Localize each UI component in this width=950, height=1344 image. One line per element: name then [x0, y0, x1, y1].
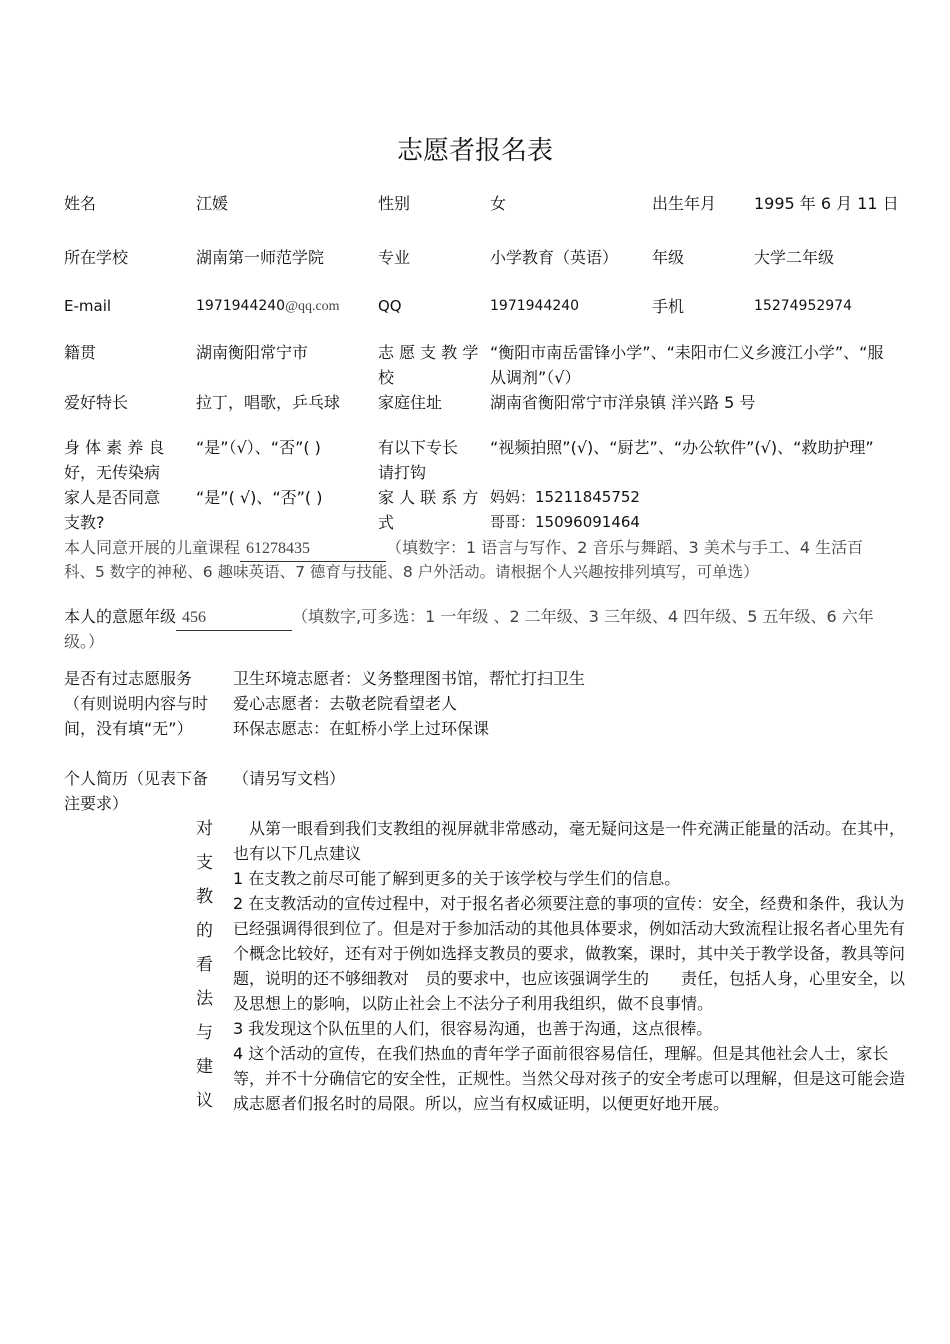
opinion-paragraph: 4 这个活动的宣传，在我们热血的青年学子面前很容易信任，理解。但是其他社会人士，家长等，并不十分确信它的安全性，正规性。当然父母对孩子的安全考虑可以理解，但是这可能会造成志愿者们报名时的局限。所以，应当有权威证明，以便更好地开展。: [233, 1044, 906, 1113]
opinion-label-char: 教: [196, 887, 213, 907]
service-label-line2: （有则说明内容与时: [64, 694, 209, 713]
course-hint-line2: 科、5 数字的神秘、6 趣味英语、7 德育与技能、8 户外活动。请根据个人兴趣按排列填写，可单选）: [64, 563, 759, 581]
skills-label-line1: 有以下专长: [378, 438, 459, 457]
name-value: 江媛: [196, 194, 229, 213]
health-label-line2: 好，无传染病: [64, 463, 161, 482]
course-prefix: 本人同意开展的儿童课程: [64, 538, 241, 557]
contact-mother: 妈妈：15211845752: [490, 488, 640, 506]
birth-value: 1995 年 6 月 11 日: [754, 194, 899, 213]
grades-hint-line2: 级。）: [64, 632, 105, 651]
phone-value: 15274952974: [754, 298, 852, 314]
skills-label-line2: 请打钩: [378, 463, 427, 482]
grades-line1: [64, 604, 874, 631]
page-title: 志愿者报名表: [396, 136, 553, 166]
resume-label-line2: 注要求）: [64, 794, 129, 813]
school-value: 湖南第一师范学院: [196, 248, 325, 267]
address-value: 湖南省衡阳常宁市洋泉镇 洋兴路 5 号: [490, 393, 756, 412]
birth-label: 出生年月: [652, 194, 717, 213]
grade-label: 年级: [652, 248, 685, 267]
family-label-line1: 家人是否同意: [64, 488, 161, 507]
opinion-paragraph: 从第一眼看到我们支教组的视屏就非常感动，毫无疑问这是一件充满正能量的活动。在其中，也有以下几点建议: [233, 819, 906, 863]
schools-label-line1: 志 愿 支 教 学: [378, 343, 479, 362]
schools-value-line1: “衡阳市南岳雷锋小学”、“耒阳市仁义乡渡江小学”、“服: [490, 343, 884, 362]
major-label: 专业: [378, 248, 411, 267]
contact-brother: 哥哥：15096091464: [490, 513, 640, 531]
schools-value-line2: 从调剂”（√）: [490, 368, 581, 387]
grade-value: 大学二年级: [754, 248, 835, 267]
email-label: E-mail: [64, 297, 112, 315]
schools-label-line2: 校: [378, 368, 395, 387]
native-label: 籍贯: [64, 343, 97, 362]
opinion-paragraph: 2 在支教活动的宣传过程中，对于报名者必须要注意的事项的宣传：安全，经费和条件，我认为已经强调得很到位了。但是对于参加活动的其他具体要求，例如活动大致流程让报名者心里先有个概念比较好，还有对于例如选择支教员的要求，做教案，课时，其中关于教学设备，教具等问题，说明的还不够细教对 员的要求中，也应该强调学生的 责任，包括人身，心里安全，以及思想上的影响，以防止社会上不法分子利用我组织，做不良事情。: [233, 894, 906, 1013]
service-item: 环保志愿志：在虹桥小学上过环保课: [233, 719, 490, 738]
email-domain: @qq.com: [285, 299, 340, 314]
opinion-paragraph: 3 我发现这个队伍里的人们，很容易沟通，也善于沟通，这点很棒。: [233, 1019, 713, 1038]
health-label-line1: 身 体 素 养 良: [64, 438, 165, 457]
email-value: [196, 294, 340, 319]
address-label: 家庭住址: [378, 393, 443, 412]
course-line1: [64, 535, 863, 562]
grades-hint-line1: （填数字,可多选：1 一年级 、2 二年级、3 三年级、4 四年级、5 五年级、6 六年: [292, 607, 874, 626]
resume-note: （请另写文档）: [233, 769, 346, 788]
service-item: 爱心志愿者：去敬老院看望老人: [233, 694, 458, 713]
school-label: 所在学校: [64, 248, 129, 267]
health-value: “是”（√）、“否”( ): [196, 438, 321, 457]
gender-label: 性别: [378, 194, 411, 213]
course-hint-line1: （填数字：1 语言与写作、2 音乐与舞蹈、3 美术与手工、4 生活百: [386, 538, 864, 557]
opinion-label-char: 看: [196, 955, 213, 975]
opinion-label-char: 与: [196, 1023, 213, 1043]
contact-label-line2: 式: [378, 513, 395, 532]
email-user: 1971944240: [196, 298, 286, 314]
opinion-label-char: 建: [196, 1057, 213, 1077]
family-label-line2: 支教?: [64, 513, 105, 532]
qq-label: QQ: [378, 297, 402, 315]
major-value: 小学教育（英语）: [490, 248, 619, 267]
service-label-line3: 间，没有填“无”）: [64, 719, 193, 738]
course-value: 61278435: [240, 536, 386, 562]
opinion-label-char: 对: [196, 819, 213, 839]
opinion-vertical-label: [196, 812, 216, 1118]
family-value: “是”( √)、“否”( ): [196, 488, 323, 507]
opinion-label-char: 支: [196, 853, 213, 873]
phone-label: 手机: [652, 297, 685, 316]
opinion-label-char: 议: [196, 1091, 213, 1111]
hobby-label: 爱好特长: [64, 393, 129, 412]
gender-value: 女: [490, 194, 507, 213]
native-value: 湖南衡阳常宁市: [196, 343, 309, 362]
hobby-value: 拉丁，唱歌，乒乓球: [196, 393, 341, 412]
opinion-label-char: 法: [196, 989, 213, 1009]
name-label: 姓名: [64, 194, 97, 213]
skills-value: “视频拍照”(√)、“厨艺”、“办公软件”(√)、“救助护理”: [490, 438, 874, 457]
grades-value: 456: [176, 605, 292, 631]
opinion-label-char: 的: [196, 921, 213, 941]
contact-label-line1: 家 人 联 系 方: [378, 488, 479, 507]
opinion-text: [233, 816, 909, 1116]
service-label-line1: 是否有过志愿服务: [64, 669, 193, 688]
opinion-paragraph: 1 在支教之前尽可能了解到更多的关于该学校与学生们的信息。: [233, 869, 681, 888]
resume-label-line1: 个人简历（见表下备: [64, 769, 209, 788]
service-item: 卫生环境志愿者：义务整理图书馆，帮忙打扫卫生: [233, 669, 586, 688]
qq-value: 1971944240: [490, 298, 580, 314]
grades-prefix: 本人的意愿年级: [64, 607, 177, 626]
